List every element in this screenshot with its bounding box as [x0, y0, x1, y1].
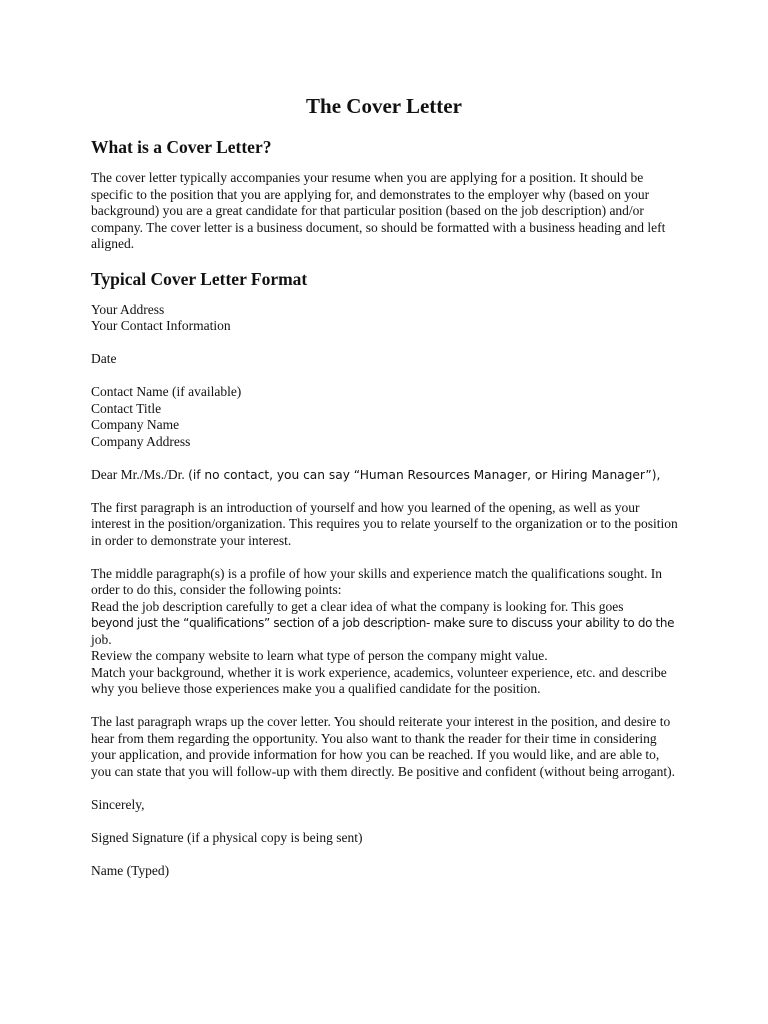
salutation-prefix: Dear Mr./Ms./Dr.	[91, 466, 189, 482]
typed-name-line: Name (Typed)	[91, 862, 170, 878]
point-read-job-description-end: job.	[91, 631, 112, 647]
signature-line: Signed Signature (if a physical copy is being sent)	[91, 829, 363, 845]
first-paragraph: The first paragraph is an introduction of yourself and how you learned of the opening, as well as your interest in the position/organization. This requires you to relate yourself to the organization or to the position in order to demonstrate your interest.	[91, 499, 678, 548]
contact-title-line: Contact Title	[91, 400, 162, 416]
point-review-website: Review the company website to learn what type of person the company might value.	[91, 648, 548, 663]
date-line: Date	[91, 351, 117, 366]
point-read-job-description: Read the job description carefully to get a clear idea of what the company is looking for. This goes	[91, 598, 624, 614]
point-match-background: Match your background, whether it is work experience, academics, volunteer experience, etc. and describe why you believe those experiences make you a qualified candidate for the position.	[91, 664, 667, 696]
salutation-line	[91, 467, 681, 484]
contact-info-line: Your Contact Information	[91, 318, 231, 333]
section-heading-what-is: What is a Cover Letter?	[91, 137, 272, 157]
section-heading-format: Typical Cover Letter Format	[91, 268, 308, 289]
document-title: The Cover Letter	[306, 94, 462, 118]
closing-line: Sincerely,	[91, 796, 145, 812]
sender-address-block	[91, 302, 681, 335]
address-line: Your Address	[91, 301, 165, 317]
last-paragraph: The last paragraph wraps up the cover letter. You should reiterate your interest in the position, and desire to hear from them regarding the opportunity. You also want to thank the reader for their time in considering your application, and provide information for how you can be reached. If you would like, and are able to, you can state that you will follow-up with them directly. Be positive and confident (without being arrogant).	[91, 714, 675, 779]
company-name-line: Company Name	[91, 417, 180, 432]
middle-paragraph-block	[91, 566, 681, 698]
document-content	[91, 136, 681, 879]
recipient-block	[91, 384, 681, 450]
middle-paragraph-intro: The middle paragraph(s) is a profile of how your skills and experience match the qualifications sought. In order to do this, consider the following points:	[91, 565, 662, 597]
company-address-line: Company Address	[91, 433, 191, 449]
contact-name-line: Contact Name (if available)	[91, 384, 242, 399]
point-read-job-description-cont: beyond just the “qualifications” section of a job description- make sure to discuss your ability to do the	[91, 616, 675, 630]
salutation-note: (if no contact, you can say “Human Resources Manager, or Hiring Manager”),	[188, 467, 661, 482]
intro-paragraph: The cover letter typically accompanies your resume when you are applying for a position. It should be specific to the position that you are applying for, and demonstrates to the employer why (based on your background) you are a great candidate for that particular position (based on the job description) and/or company. The cover letter is a business document, so should be formatted with a business heading and left aligned.	[91, 170, 666, 251]
